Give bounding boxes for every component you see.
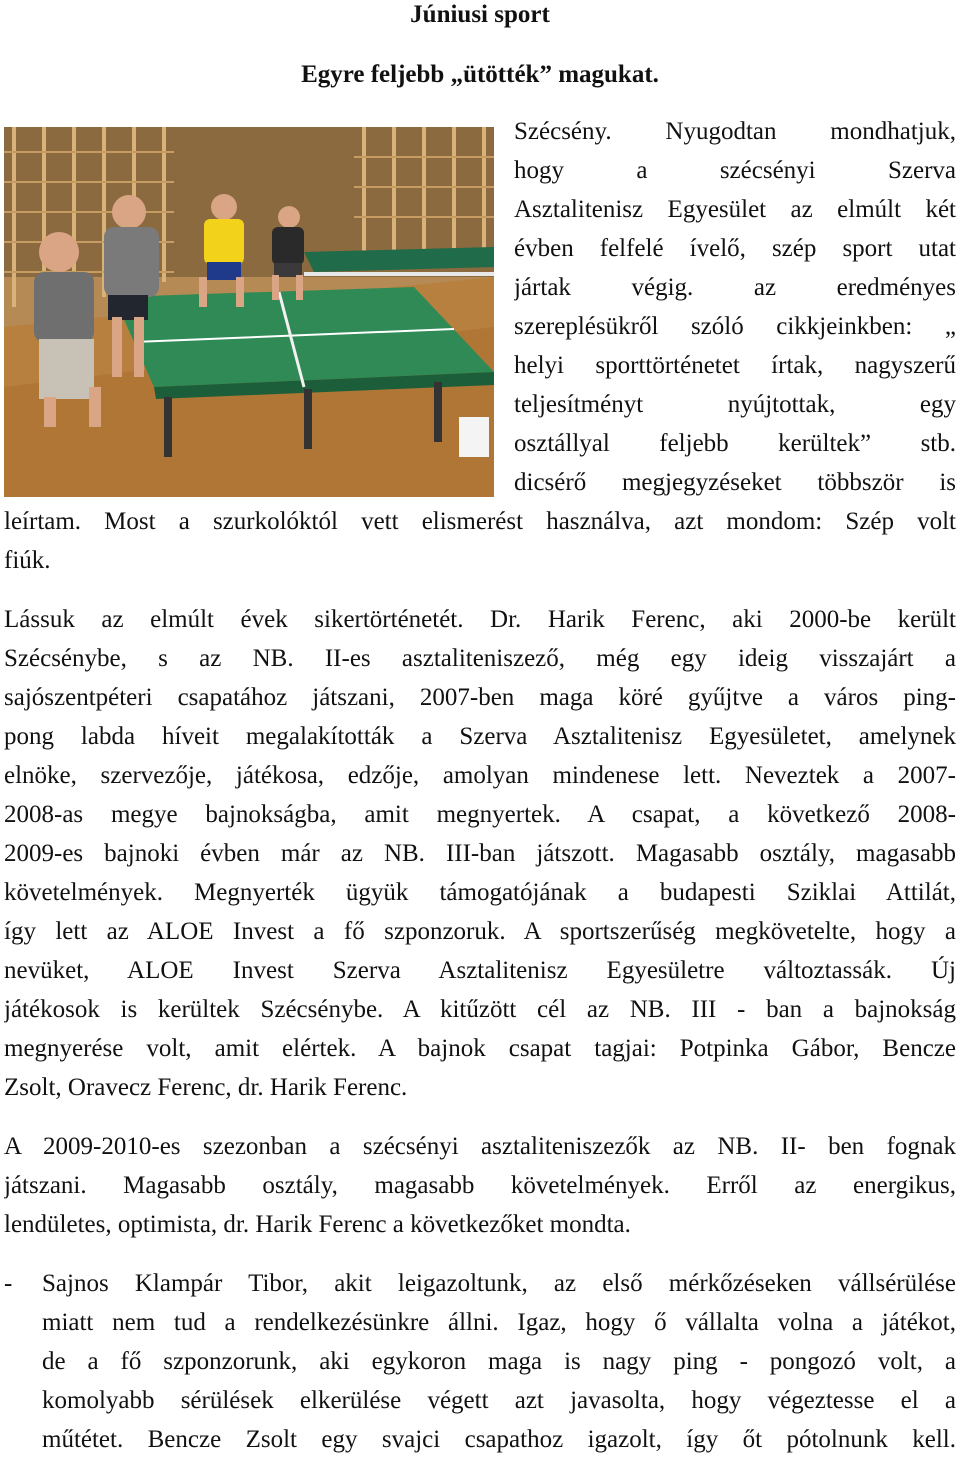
text-line: lendületes, optimista, dr. Harik Ferenc a következőket mondta. xyxy=(4,1211,631,1238)
text-line: követelmények. Megnyerték ügyük támogatójának a budapesti Sziklai Attilát, xyxy=(4,879,956,906)
text-line: műtétet. Bencze Zsolt egy svajci csapathoz igazolt, így őt pótolnunk kell. xyxy=(42,1426,956,1453)
text-line: szereplésükről szóló cikkjeinkben: „ xyxy=(514,313,956,340)
text-line: jártak végig. az eredményes xyxy=(514,274,956,301)
text-line: Sajnos Klampár Tibor, akit leigazoltunk, az első mérkőzéseken vállsérülése xyxy=(42,1270,956,1297)
section-heading: Júniusi sport xyxy=(410,1,550,28)
text-line: leírtam. Most a szurkolóktól vett elismerést használva, azt mondom: Szép volt xyxy=(4,508,956,535)
text-line: Szécsénybe, s az NB. II-es asztaliteniszező, még egy ideig visszajárt a xyxy=(4,645,956,672)
text-line: 2009-es bajnoki évben már az NB. III-ban játszott. Magasabb osztály, magasabb xyxy=(4,840,956,867)
text-line: elnöke, szervezője, játékosa, edzője, amolyan mindenese lett. Neveztek a 2007- xyxy=(4,762,956,789)
text-line: helyi sporttörténetet írtak, nagyszerű xyxy=(514,352,956,379)
text-line: Zsolt, Oravecz Ferenc, dr. Harik Ferenc. xyxy=(4,1074,408,1101)
text-line: de a fő szponzorunk, aki egykoron maga is nagy ping - pongozó volt, a xyxy=(42,1348,956,1375)
text-line: játékosok is kerültek Szécsénybe. A kitűzött cél az NB. III - ban a bajnokság xyxy=(4,996,956,1023)
text-line: pong labda híveit megalakították a Szerva Asztalitenisz Egyesületet, amelynek xyxy=(4,723,956,750)
text-line: nevüket, ALOE Invest Szerva Asztalitenisz Egyesületre változtassák. Új xyxy=(4,957,956,984)
text-line: osztállyal feljebb kerültek” stb. xyxy=(514,430,956,457)
text-line: megnyerése volt, amit elértek. A bajnok csapat tagjai: Potpinka Gábor, Bencze xyxy=(4,1035,956,1062)
text-line: Szécsény. Nyugodtan mondhatjuk, xyxy=(514,118,956,145)
text-line: sajószentpéteri csapatához játszani, 2007-ben maga köré gyűjtve a város ping- xyxy=(4,684,956,711)
text-line: így lett az ALOE Invest a fő szponzoruk. A sportszerűség megkövetelte, hogy a xyxy=(4,918,956,945)
text-line: hogy a szécsényi Szerva xyxy=(514,157,956,184)
text-line: Lássuk az elmúlt évek sikertörténetét. Dr. Harik Ferenc, aki 2000-be került xyxy=(4,606,956,633)
table-tennis-photo xyxy=(4,127,494,497)
text-line: évben felfelé ívelő, szép sport utat xyxy=(514,235,956,262)
text-line: fiúk. xyxy=(4,547,51,574)
text-line: A 2009-2010-es szezonban a szécsényi asztaliteniszezők az NB. II- ben fognak xyxy=(4,1133,956,1160)
text-line: teljesítményt nyújtottak, egy xyxy=(514,391,956,418)
text-line: dicsérő megjegyzéseket többször is xyxy=(514,469,956,496)
quote-dash: - xyxy=(4,1270,13,1297)
article-title: Egyre feljebb „ütötték” magukat. xyxy=(301,61,659,88)
text-line: 2008-as megye bajnokságba, amit megnyertek. A csapat, a következő 2008- xyxy=(4,801,956,828)
text-line: Asztalitenisz Egyesület az elmúlt két xyxy=(514,196,956,223)
text-line: játszani. Magasabb osztály, magasabb követelmények. Erről az energikus, xyxy=(4,1172,956,1199)
text-line: komolyabb sérülések elkerülése végett azt javasolta, hogy végeztesse el a xyxy=(42,1387,956,1414)
text-line: miatt nem tud a rendelkezésünkre állni. Igaz, hogy ő vállalta volna a játékot, xyxy=(42,1309,956,1336)
